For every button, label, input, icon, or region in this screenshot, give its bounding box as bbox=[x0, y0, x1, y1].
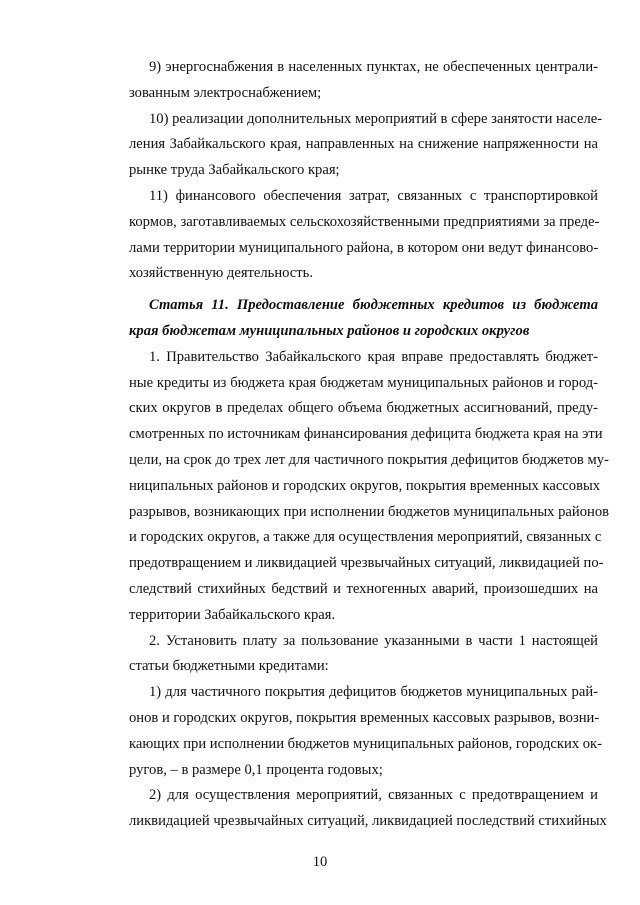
text-line: и городских округов, а также для осуществления мероприятий, связанных с bbox=[129, 529, 602, 546]
text-line: ликвидацией чрезвычайных ситуаций, ликвидацией последствий стихийных bbox=[129, 813, 607, 830]
text-line: ления Забайкальского края, направленных на снижение напряженности на bbox=[129, 136, 598, 153]
text-line: 1) для частичного покрытия дефицитов бюджетов муниципальных рай- bbox=[149, 684, 598, 701]
text-line: следствий стихийных бедствий и техногенных аварий, произошедших на bbox=[129, 580, 598, 597]
text-line: ные кредиты из бюджета края бюджетам муниципальных районов и город- bbox=[129, 374, 598, 391]
text-line: ниципальных районов и городских округов, покрытия временных кассовых bbox=[129, 477, 601, 494]
text-line: цели, на срок до трех лет для частичного покрытия дефицитов бюджетов му- bbox=[129, 451, 609, 468]
text-line: 10) реализации дополнительных мероприятий в сфере занятости населе- bbox=[149, 110, 603, 127]
text-line: разрывов, возникающих при исполнении бюджетов муниципальных районов bbox=[129, 503, 610, 520]
text-line: 1. Правительство Забайкальского края вправе предоставлять бюджет- bbox=[149, 348, 598, 365]
text-line: кормов, заготавливаемых сельскохозяйственными предприятиями за преде- bbox=[129, 213, 600, 230]
document-body bbox=[129, 55, 610, 835]
text-line: хозяйственную деятельность. bbox=[129, 265, 313, 282]
page-number: 10 bbox=[312, 854, 328, 870]
text-line: 2) для осуществления мероприятий, связанных с предотвращением и bbox=[149, 787, 598, 804]
text-line: 11) финансового обеспечения затрат, связанных с транспортировкой bbox=[149, 187, 598, 204]
text-line: зованным электроснабжением; bbox=[129, 84, 322, 101]
article-heading-line: края бюджетам муниципальных районов и городских округов bbox=[129, 322, 530, 339]
article-heading-line: Статья 11. Предоставление бюджетных кредитов из бюджета bbox=[149, 297, 598, 314]
text-line: ругов, – в размере 0,1 процента годовых; bbox=[129, 761, 383, 778]
text-line: онов и городских округов, покрытия временных кассовых разрывов, возни- bbox=[129, 709, 600, 726]
text-line: предотвращением и ликвидацией чрезвычайных ситуаций, ликвидацией по- bbox=[129, 555, 604, 572]
text-line: смотренных по источникам финансирования дефицита бюджета края на эти bbox=[129, 426, 603, 443]
text-line: кающих при исполнении бюджетов муниципальных районов, городских ок- bbox=[129, 735, 603, 752]
text-line: ских округов в пределах общего объема бюджетных ассигнований, преду- bbox=[129, 400, 598, 417]
text-line: лами территории муниципального района, в котором они ведут финансово- bbox=[129, 239, 599, 256]
text-line: рынке труда Забайкальского края; bbox=[129, 162, 340, 179]
text-line: территории Забайкальского края. bbox=[129, 606, 336, 623]
text-line: статьи бюджетными кредитами: bbox=[129, 658, 329, 675]
text-line: 9) энергоснабжения в населенных пунктах, не обеспеченных централи- bbox=[149, 59, 598, 75]
text-line: 2. Установить плату за пользование указанными в части 1 настоящей bbox=[149, 632, 598, 649]
